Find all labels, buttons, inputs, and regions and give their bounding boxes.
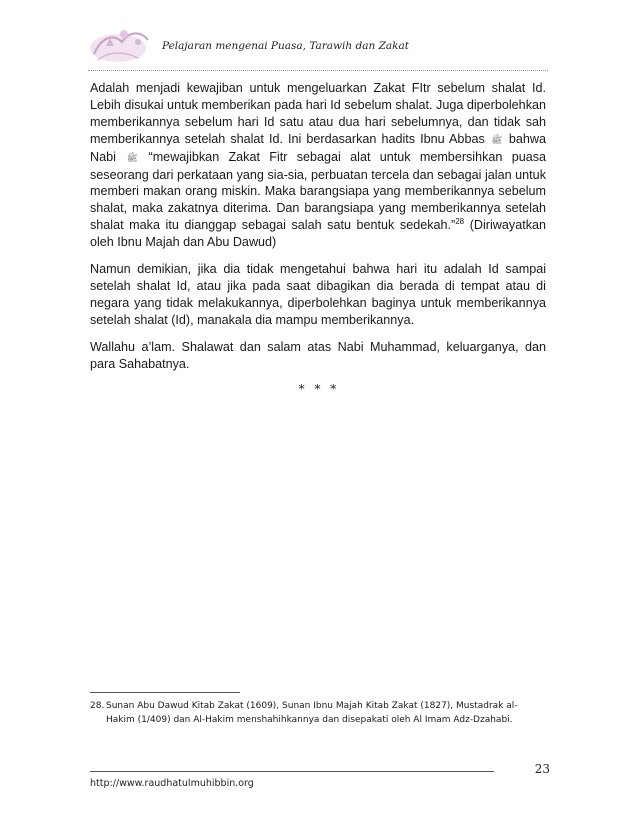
footnote-divider [90, 692, 240, 693]
footer-divider [90, 771, 494, 772]
footnote-line-1: Sunan Abu Dawud Kitab Zakat (1609), Sunan Ibnu Majah Kitab Zakat (1827), Mustadrak al- [106, 701, 518, 711]
paragraph-zakat-fitr [90, 80, 546, 251]
main-content [90, 80, 546, 383]
footer-url-link[interactable]: http://www.raudhatulmuhibbin.org [90, 778, 254, 789]
paragraph-1-part-3: “mewajibkan Zakat Fitr sebagai alat untuk membersihkan puasa seseorang dari perkataan yang sia-sia, perbuatan tercela dan sebagai jalan untuk memberi makan orang miskin. Maka barangsiapa yang memberikannya sebelum shalat, maka zakatnya diterima. Dan barangsiapa yang memberikannya setelah shalat maka itu dianggap sebagai salah satu bentuk sedekah.” [90, 149, 547, 233]
header-divider [88, 70, 548, 71]
paragraph-1-part-4: (Diriwayatkan oleh Ibnu Majah dan Abu Dawud) [90, 218, 547, 250]
paragraph-closing: Wallahu a’lam. Shalawat dan salam atas Nabi Muhammad, keluarganya, dan para Sahabatnya. [90, 339, 546, 371]
footnote-line-2: Hakim (1/409) dan Al-Hakim menshahihkannya dan disepakati oleh Al Imam Adz-Dzahabi. [106, 715, 513, 725]
footnote-number: 28. [90, 701, 105, 711]
radhiyallahu-anhu-icon: ﷺ [491, 134, 503, 145]
paragraph-1-part-2: bahwa Nabi [90, 131, 546, 164]
page-number: 23 [534, 762, 550, 776]
site-logo [88, 20, 168, 68]
footnote-reference[interactable]: 28 [455, 217, 465, 227]
section-separator: * * * [298, 382, 340, 396]
paragraph-1-part-1: Adalah menjadi kewajiban untuk mengeluarkan Zakat FItr sebelum shalat Id. Lebih disukai untuk memberikan pada hari Id sebelum shalat. Juga diperbolehkan memberikannya sebelum hari Id satu atau dua hari sebelumnya, dan tidak sah memberikannya setelah shalat Id. Ini berdasarkan hadits Ibnu Abbas [90, 81, 546, 146]
footnote [90, 699, 546, 727]
paragraph-exception: Namun demikian, jika dia tidak mengetahui bahwa hari itu adalah Id sampai setelah shalat Id, atau jika pada saat dibagikan dia berada di tempat atau di negara yang tidak melakukannya, diperbolehkan baginya untuk memberikannya setelah shalat (Id), manakala dia mampu memberikannya. [90, 262, 546, 327]
page-header [88, 20, 548, 70]
header-title: Pelajaran mengenai Puasa, Tarawih dan Zakat [162, 40, 409, 52]
sallallahu-alaihi-wasallam-icon: ﷺ [126, 152, 138, 163]
